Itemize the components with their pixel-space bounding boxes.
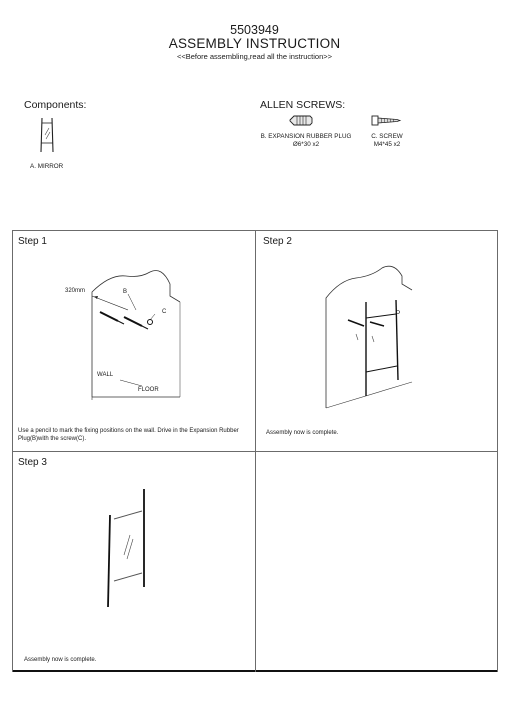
step-3-caption: Assembly now is complete. — [24, 657, 97, 663]
screw-icon — [371, 114, 401, 128]
step-1-distance-label: 320mm — [65, 288, 86, 294]
document-code: 5503949 — [230, 23, 279, 37]
document-subtitle: <<Before assembling,read all the instruction>> — [176, 52, 333, 61]
step-2-mirror-on-wall-diagram — [320, 262, 420, 412]
plug-label: B. EXPANSION RUBBER PLUG — [260, 133, 352, 140]
step-1-wall-diagram — [60, 262, 210, 412]
step-1-caption: Use a pencil to mark the fixing positions on the wall. Drive in the Expansion Rubber Plug(B)with the screw(C). — [18, 428, 239, 442]
screw-spec: M4*45 x2 — [373, 141, 401, 148]
step-1-floor-label: FLOOR — [138, 387, 159, 393]
step-2-title: Step 2 — [263, 236, 292, 247]
step-3-mirror-diagram — [100, 485, 160, 615]
rubber-plug-icon — [288, 114, 314, 128]
step-1-title: Step 1 — [18, 236, 47, 247]
mirror-label: A. MIRROR — [30, 163, 64, 170]
step-1-wall-label: WALL — [97, 372, 114, 378]
step-1-label-b: B — [123, 289, 128, 295]
step-1-label-c: C — [162, 309, 167, 315]
screw-label: C. SCREW — [371, 133, 403, 140]
components-heading: Components: — [24, 99, 87, 111]
step-2-caption: Assembly now is complete. — [266, 430, 339, 436]
mirror-icon — [38, 115, 58, 155]
step-3-title: Step 3 — [18, 457, 47, 468]
document-title: ASSEMBLY INSTRUCTION — [168, 36, 341, 51]
plug-spec: Ø6*30 x2 — [292, 141, 320, 148]
allen-screws-heading: ALLEN SCREWS: — [260, 99, 346, 111]
